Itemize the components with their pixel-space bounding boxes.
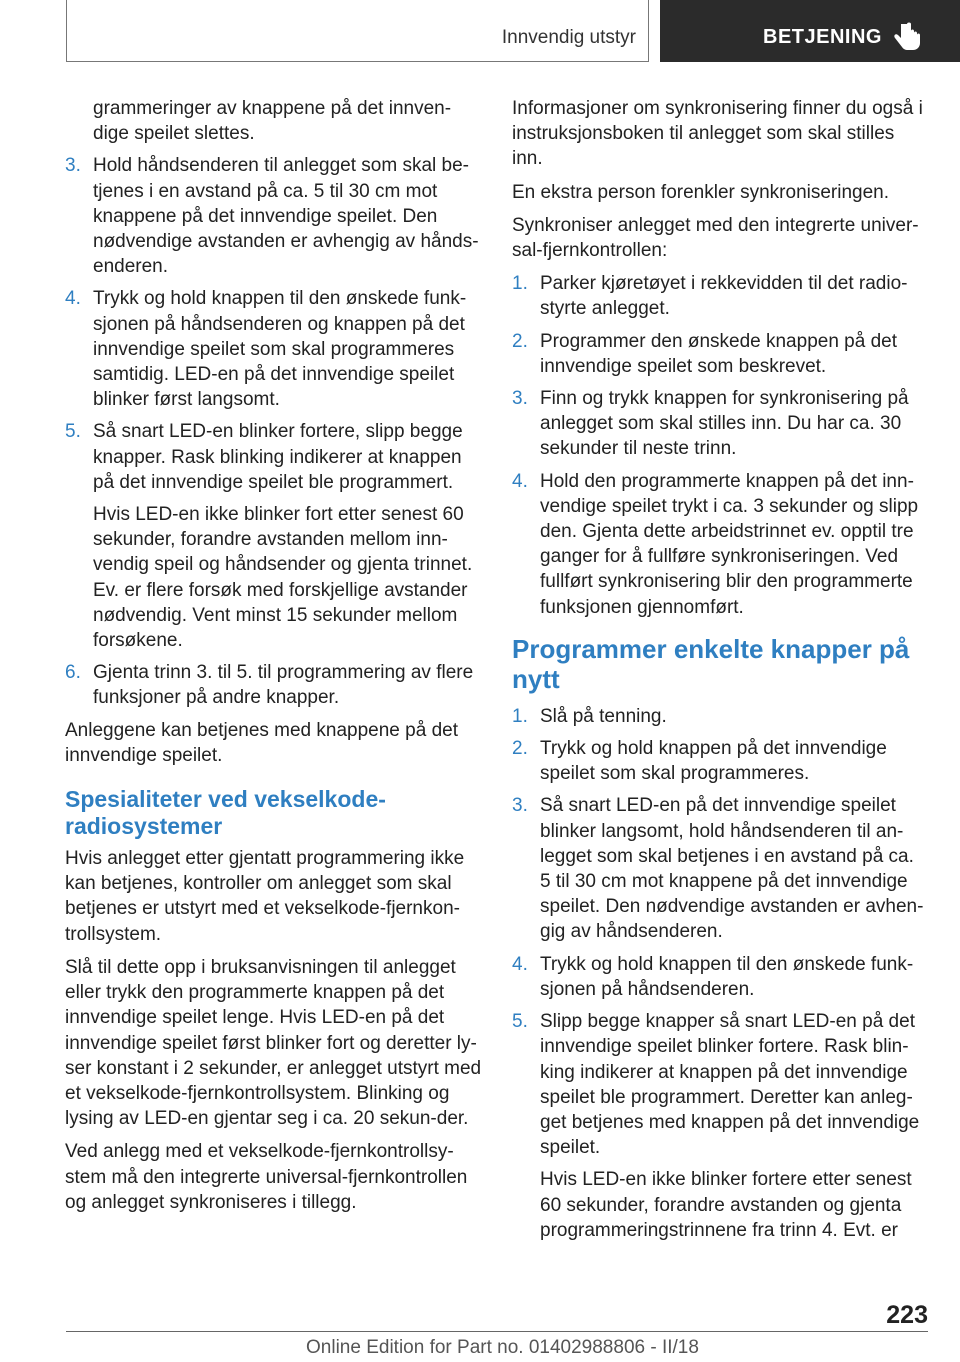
paragraph: Informasjoner om synkronisering finner du også i instruksjonsboken til anlegget som skal stilles inn.	[512, 98, 923, 170]
list-text: Finn og trykk knappen for synkronisering på anlegget som skal stilles inn. Du har ca. 30 sekunder til neste trinn.	[540, 388, 909, 460]
list-text: Programmer den ønskede knappen på det innvendige speilet som beskrevet.	[540, 330, 897, 377]
list-number: 2.	[512, 330, 528, 352]
header-section-title: Innvendig utstyr	[501, 27, 636, 48]
list-text: Trykk og hold knappen til den ønskede funk-sjonen på håndsenderen.	[540, 953, 914, 1000]
list-item	[65, 96, 483, 146]
list-text: Hold håndsenderen til anlegget som skal be-tjenes i en avstand på ca. 5 til 30 cm mot knappene på det innvendige speilet. Den nødvendige avstanden er avhengig av hånds-enderen.	[93, 155, 479, 278]
list-item	[65, 153, 483, 279]
list-item	[65, 286, 483, 412]
header-chapter-title: BETJENING	[763, 26, 882, 48]
list-number: 3.	[65, 155, 81, 177]
list-text: grammeringer av knappene på det innven-dige speilet slettes.	[93, 98, 452, 145]
list-item	[65, 419, 483, 653]
footer-divider	[66, 1331, 928, 1332]
list-item	[512, 469, 928, 620]
list-number: 4.	[65, 288, 81, 310]
list-item	[512, 329, 928, 379]
list-item	[512, 704, 928, 729]
list-item	[512, 271, 928, 321]
page-number: 223	[886, 1301, 928, 1329]
paragraph: Ved anlegg med et vekselkode-fjernkontrollsy-stem må den integrerte universal-fjernkontrollen og anlegget synkroniseres i tillegg.	[65, 1141, 468, 1213]
footer-edition: Online Edition for Part no. 01402988806 - II/18	[306, 1337, 699, 1358]
list-text: Slå på tenning.	[540, 705, 667, 727]
list-item	[512, 1009, 928, 1243]
header-chapter-tab	[660, 0, 960, 62]
section-heading: Programmer enkelte knapper på nytt	[512, 633, 910, 694]
list-number: 3.	[512, 388, 528, 410]
list-text: Gjenta trinn 3. til 5. til programmering av flere funksjoner på andre knapper.	[93, 662, 474, 709]
paragraph: Hvis anlegget etter gjentatt programmering ikke kan betjenes, kontroller om anlegget som skal betjenes er utstyrt med et vekselkode-fjernkon-trollsystem.	[65, 848, 465, 945]
paragraph: En ekstra person forenkler synkroniseringen.	[512, 181, 890, 203]
list-number: 5.	[65, 421, 81, 443]
list-item	[512, 793, 928, 944]
paragraph: Slå til dette opp i bruksanvisningen til anlegget eller trykk den programmerte knappen på det innvendige speilet lenge. Hvis LED-en på det innvendige speilet først blinker fort og deretter ly-ser konstant i 2 sekunder, er anlegget utstyrt med et vekselkode-fjernkontrollsystem. Blinking og lysing av LED-en gjentar seg i ca. 20 sekun-der.	[65, 956, 482, 1130]
list-number: 5.	[512, 1011, 528, 1033]
right-column	[512, 96, 928, 1250]
list-number: 4.	[512, 470, 528, 492]
list-text: Parker kjøretøyet i rekkevidden til det radio-styrte anlegget.	[540, 273, 908, 320]
list-text: Så snart LED-en blinker fortere, slipp begge knapper. Rask blinking indikerer at knappen på det innvendige speilet ble programmert.	[93, 421, 463, 493]
list-item	[512, 386, 928, 462]
list-text: Trykk og hold knappen på det innvendige speilet som skal programmeres.	[540, 738, 887, 785]
paragraph: Synkroniser anlegget med den integrerte univer-sal-fjernkontrollen:	[512, 214, 919, 262]
list-text: Slipp begge knapper så snart LED-en på det innvendige speilet blinker fortere. Rask blin-king indikerer at knappen på det innvendige speilet ble programmert. Deretter kan anleg-get betjenes med knappen på det innvendige speilet.	[540, 1011, 920, 1159]
list-subtext: Hvis LED-en ikke blinker fort etter senest 60 sekunder, forandre avstanden mellom inn-vendig speil og håndsender og gjenta trinnet. Ev. er flere forsøk med forskjellige avstander nødvendig. Vent minst 15 sekunder mellom forsøkene.	[93, 504, 473, 652]
list-number: 2.	[512, 738, 528, 760]
list-number: 3.	[512, 795, 528, 817]
list-item	[512, 736, 928, 786]
list-item	[65, 660, 483, 710]
list-number: 1.	[512, 705, 528, 727]
header-section-box	[66, 0, 649, 62]
list-text: Så snart LED-en på det innvendige speilet blinker langsomt, hold håndsenderen til an-legget som skal betjenes i en avstand på ca. 5 til 30 cm mot knappene på det innvendige speilet. Den nødvendige avstanden er avhen-gig av håndsenderen.	[540, 795, 924, 943]
paragraph: Anleggene kan betjenes med knappene på det innvendige speilet.	[65, 719, 458, 766]
list-text: Hold den programmerte knappen på det inn-vendige speilet trykt i ca. 3 sekunder og slipp den. Gjenta dette arbeidstrinnet ev. opptil tre ganger for å fullføre synkroniseringen. Ved fullført synkronisering blir den programmerte funksjonen gjennomført.	[540, 470, 919, 618]
list-number: 6.	[65, 662, 81, 684]
list-subtext: Hvis LED-en ikke blinker fortere etter senest 60 sekunder, forandre avstanden og gjenta programmeringstrinnene fra trinn 4. Evt. er	[540, 1169, 912, 1241]
list-number: 1.	[512, 273, 528, 295]
section-heading: Spesialiteter ved vekselkode-radiosystemer	[65, 786, 386, 840]
hand-pointer-icon	[892, 22, 922, 54]
list-text: Trykk og hold knappen til den ønskede funk-sjonen på håndsenderen og knappen på det innvendige speilet som skal programmeres samtidig. LED-en på det innvendige speilet blinker først langsomt.	[93, 288, 467, 411]
left-column	[65, 96, 483, 1223]
list-number: 4.	[512, 953, 528, 975]
list-item	[512, 952, 928, 1002]
